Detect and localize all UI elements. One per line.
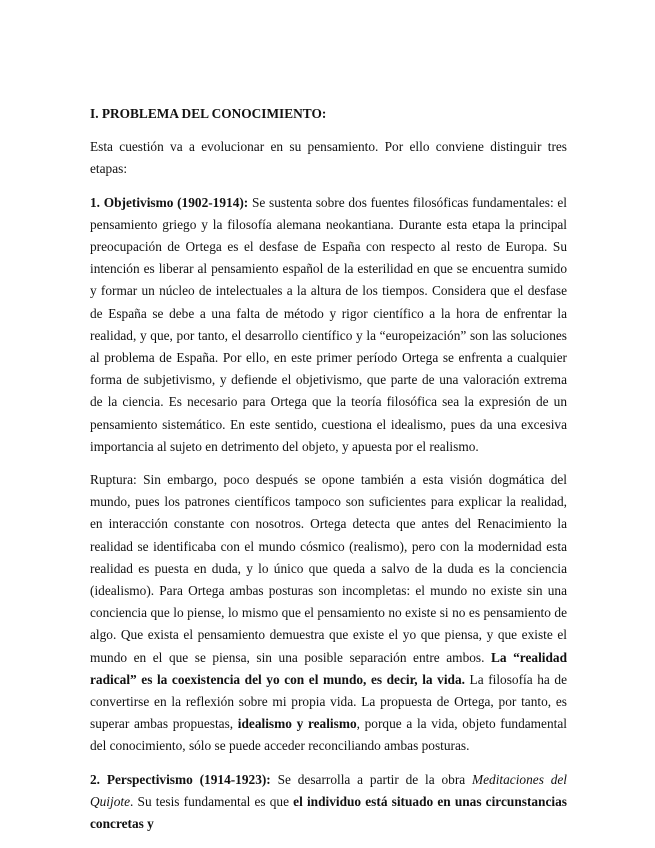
- ruptura-text-a: Ruptura: Sin embargo, poco después se opone también a esta visión dogmática del mundo, pues los patrones científicos tampoco son suficientes para explicar la realidad, en interacción constante con nosotros. Ortega detecta que antes del Renacimiento la realidad se identificaba con el mundo cósmico (realismo), pero con la modernidad esta realidad es puesta en duda, y lo único que queda a salvo de la duda es la conciencia (idealismo). Para Ortega ambas posturas son incompletas: el mundo no existe sin una conciencia que lo piense, lo mismo que el pensamiento no existe si no es pensamiento de algo. Que exista el pensamiento demuestra que existe el yo que piensa, y que existe el mundo en el que se piensa, sin una posible separación entre ambos.: [90, 472, 567, 665]
- perspectivismo-text-a: Se desarrolla a partir de la obra: [270, 771, 472, 787]
- perspectivismo-text-b: . Su tesis fundamental es que: [130, 793, 294, 809]
- ruptura-text-b: La filosofía ha de convertirse en la reflexión sobre mi propia vida. La propuesta de Ortega, por tanto, es superar ambas propuestas,: [90, 671, 568, 732]
- section-title: I. PROBLEMA DEL CONOCIMIENTO:: [90, 106, 327, 121]
- perspectivismo-bold: el individuo está situado en unas circunstancias concretas y: [90, 793, 567, 832]
- perspectivismo-paragraph: [90, 769, 567, 836]
- objetivismo-text: Se sustenta sobre dos fuentes filosóficas fundamentales: el pensamiento griego y la filosofía alemana neokantiana. Durante esta etapa la principal preocupación de Ortega es el desfase de España con respecto al resto de Europa. Su intención es liberar al pensamiento español de la esterilidad en que se encuentra sumido y formar un núcleo de intelectuales a la altura de los tiempos. Considera que el desfase de España se debe a una falta de método y rigor científico a la hora de enfrentar la realidad, y que, por tanto, el desarrollo científico y la “europeización” son las soluciones al problema de España. Por ello, en este primer período Ortega se enfrenta a cualquier forma de subjetivismo, y defiende el objetivismo, que parte de una valoración extrema de la ciencia. Es necesario para Ortega que la teoría filosófica sea la expresión de un pensamiento sistemático. En este sentido, cuestiona el idealismo, pues da una excesiva importancia al sujeto en detrimento del objeto, y apuesta por el realismo.: [90, 194, 567, 454]
- ruptura-paragraph: [90, 469, 567, 758]
- meditaciones-title: Meditaciones del Quijote: [90, 771, 568, 809]
- document-page: [90, 103, 567, 846]
- objetivismo-paragraph: [90, 192, 567, 458]
- objetivismo-heading: 1. Objetivismo (1902-1914):: [90, 194, 249, 210]
- ruptura-text-c: , porque a la vida, objeto fundamental del conocimiento, sólo se puede acceder reconciliando ambas posturas.: [90, 716, 567, 754]
- perspectivismo-heading: 2. Perspectivismo (1914-1923):: [90, 771, 271, 787]
- idealismo-realismo-bold: idealismo y realismo: [237, 716, 357, 732]
- realidad-radical-bold: La “realidad radical” es la coexistencia del yo con el mundo, es decir, la vida.: [90, 649, 567, 687]
- intro-paragraph: Esta cuestión va a evolucionar en su pensamiento. Por ello conviene distinguir tres etapas:: [90, 139, 567, 177]
